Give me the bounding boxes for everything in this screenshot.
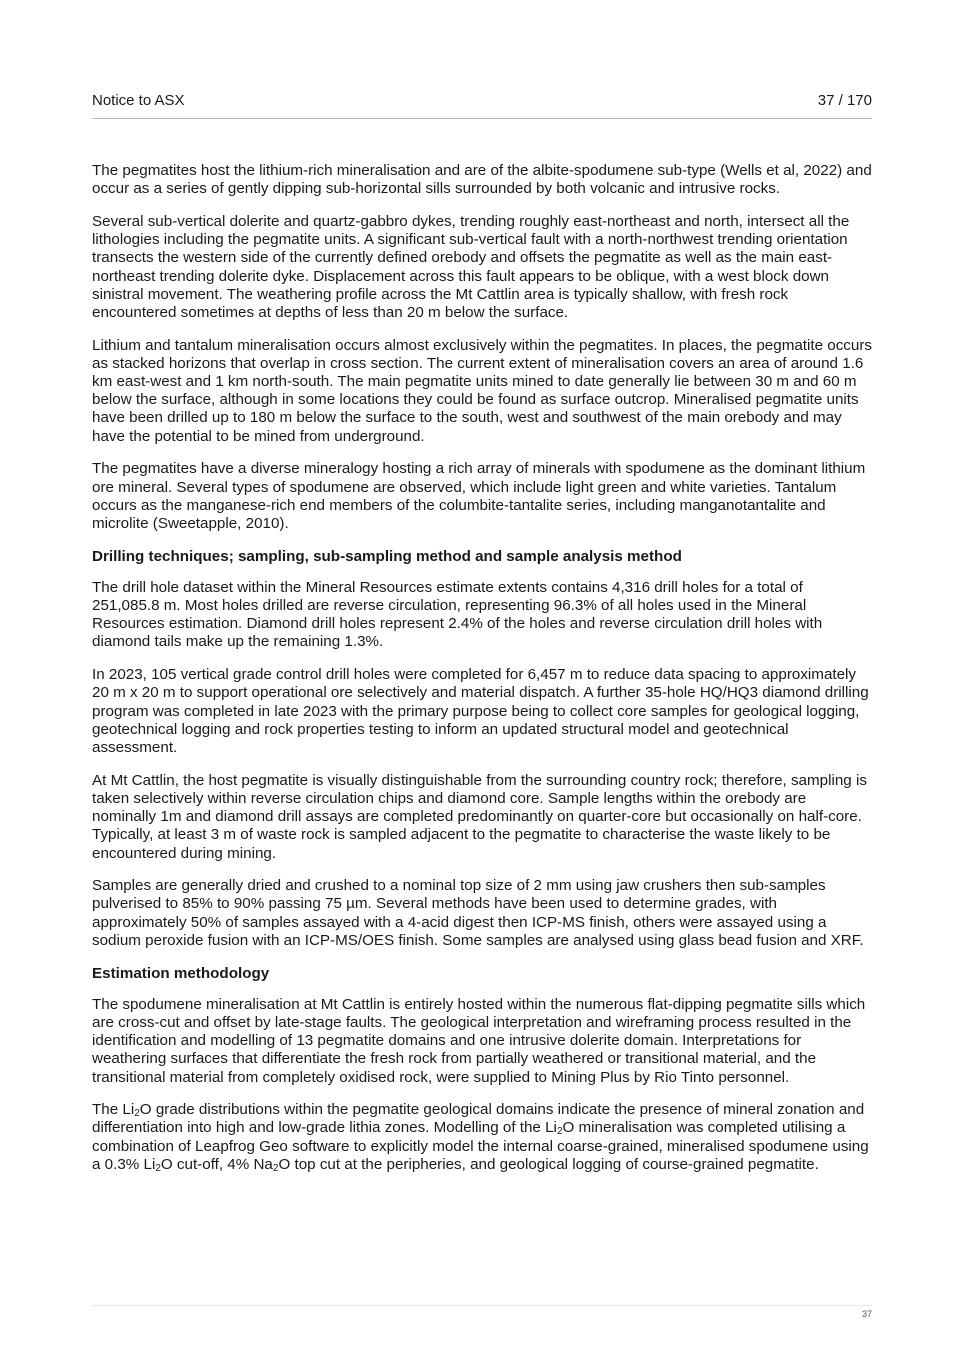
subscript: 2 [155,1162,161,1174]
subscript: 2 [134,1108,140,1120]
footer-page-number: 37 [861,1309,872,1319]
paragraph: At Mt Cattlin, the host pegmatite is visually distinguishable from the surrounding country rock; therefore, sampling is taken selectively within reverse circulation chips and diamond core. Sample lengths within the orebody are nominally 1m and diamond drill assays are completed predominantly on quarter-core but occasionally on half-core. Typically, at least 3 m of waste rock is sampled adjacent to the pegmatite to characterise the waste likely to be encountered during mining. [92,771,867,862]
paragraph: In 2023, 105 vertical grade control drill holes were completed for 6,457 m to reduce data spacing to approximately 20 m x 20 m to support operational ore selectively and material dispatch. A further 35-hole HQ/HQ3 diamond drilling program was completed in late 2023 with the primary purpose being to collect core samples for geological logging, geotechnical logging and rock properties testing to inform an updated structural model and geotechnical assessment. [92,666,869,756]
text-run: The Li [92,1101,135,1119]
paragraph: Several sub-vertical dolerite and quartz-gabbro dykes, trending roughly east-northeast and north, intersect all the lithologies including the pegmatite units. A significant sub-vertical fault with a north-northwest trending orientation transects the western side of the currently defined orebody and offsets the pegmatite as well as the main east-northeast trending dolerite dyke. Displacement across this fault appears to be oblique, with a west block down sinistral movement. The weathering profile across the Mt Cattlin area is typically shallow, with fresh rock encountered sometimes at depths of less than 20 m below the surface. [92,212,850,321]
page-header [92,92,872,119]
text-run: O cut-off, 4% Na [160,1155,273,1173]
header-title: Notice to ASX [92,92,185,109]
text-run: O grade distributions within the pegmatite geological domains indicate the presence of mineral zonation and differentiation into high and low-grade lithia zones. Modelling of the Li [92,1101,865,1137]
footer-divider [92,1305,872,1306]
paragraph: The spodumene mineralisation at Mt Cattlin is entirely hosted within the numerous flat-dipping pegmatite sills which are cross-cut and offset by late-stage faults. The geological interpretation and wireframing process resulted in the identification and modelling of 13 pegmatite domains and one intrusive dolerite domain. Interpretations for weathering surfaces that differentiate the fresh rock from partially weathered or transitional material, and the transitional material from completely oxidised rock, were supplied to Mining Plus by Rio Tinto personnel. [92,995,866,1086]
section-heading: Estimation methodology [92,964,270,982]
paragraph: Lithium and tantalum mineralisation occurs almost exclusively within the pegmatites. In places, the pegmatite occurs as stacked horizons that overlap in cross section. The current extent of mineralisation covers an area of around 1.6 km east-west and 1 km north-south. The main pegmatite units mined to date generally lie between 30 m and 60 m below the surface, although in some locations they could be found as surface outcrop. Mineralised pegmatite units have been drilled up to 180 m below the surface to the south, west and southwest of the main orebody and may have the potential to be mined from underground. [92,336,872,445]
header-page-indicator: 37 / 170 [817,92,872,109]
paragraph-li2o [92,1101,872,1174]
paragraph: Samples are generally dried and crushed to a nominal top size of 2 mm using jaw crushers then sub-samples pulverised to 85% to 90% passing 75 µm. Several methods have been used to determine grades, with approximately 50% of samples assayed with a 4-acid digest then ICP-MS finish, others were assayed using a sodium peroxide fusion with an ICP-MS/OES finish. Some samples are analysed using glass bead fusion and XRF. [92,877,864,949]
section-heading: Drilling techniques; sampling, sub-sampling method and sample analysis method [92,547,682,565]
subscript: 2 [556,1126,563,1138]
paragraph: The drill hole dataset within the Mineral Resources estimate extents contains 4,316 drill holes for a total of 251,085.8 m. Most holes drilled are reverse circulation, representing 96.3% of all holes used in the Mineral Resources estimation. Diamond drill holes represent 2.4% of the holes and reverse circulation drill holes with diamond tails make up the remaining 1.3%. [92,578,823,651]
document-body [92,162,872,1189]
subscript: 2 [272,1162,279,1174]
paragraph: The pegmatites host the lithium-rich mineralisation and are of the albite-spodumene sub-type (Wells et al, 2022) and occur as a series of gently dipping sub-horizontal sills surrounded by both volcanic and intrusive rocks. [92,162,872,198]
text-run: O mineralisation was completed utilising a combination of Leapfrog Geo software to explicitly model the internal coarse-grained, mineralised spodumene using a 0.3% Li [92,1119,869,1173]
paragraph: The pegmatites have a diverse mineralogy hosting a rich array of minerals with spodumene as the dominant lithium ore mineral. Several types of spodumene are observed, which include light green and white varieties. Tantalum occurs as the manganese-rich end members of the columbite-tantalite series, including manganotantalite and microlite (Sweetapple, 2010). [92,460,866,532]
text-run: O top cut at the peripheries, and geological logging of course-grained pegmatite. [278,1155,819,1173]
